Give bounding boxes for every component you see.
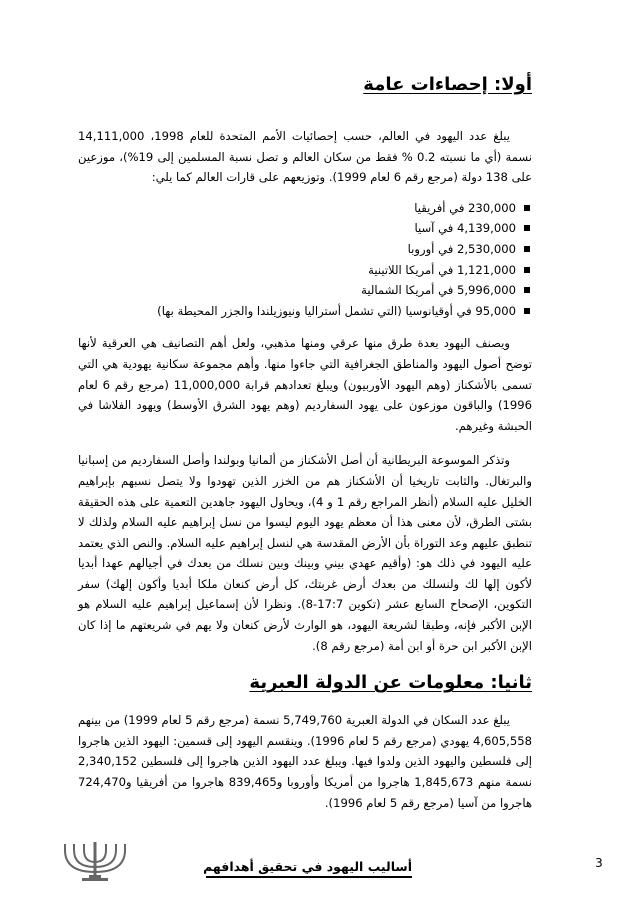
footer-title: أساليب اليهود في تحقيق أهدافهم <box>203 859 412 874</box>
square-bullet-icon <box>524 246 530 252</box>
paragraph-population-data: يبلغ عدد السكان في الدولة العبرية 5,749,760 نسمة (مرجع رقم 5 لعام 1999) من بينهم 4,605,558 يهودي (مرجع رقم 5 لعام 1996). وينقسم اليهود إلى قسمين: اليهود الذين هاجروا إلى فلسطين واليهود الذين ولدوا فيها. ويبلغ عدد اليهود الذين هاجروا إلى فلسطين 2,340,152 نسمة منهم 1,845,673 هاجروا من أمريكا وأوروبا و839,465 هاجروا من أفريقيا و724,470 هاجروا من آسيا (مرجع رقم 5 لعام 1996). <box>78 713 532 810</box>
paragraph-classification: ويصنف اليهود بعدة طرق منها عرقي ومنها مذهبي، ولعل أهم التصانيف هي العرقية لأنها توضح أصول اليهود والمناطق الجغرافية التي جاءوا منها. وأهم مجموعة سكانية يهودية هي التي تسمى بالأشكناز (وهم اليهود الأوربيون) ويبلغ تعدادهم قرابة 11,000,000 (مرجع رقم 6 لعام 1996) والباقون موزعون على يهود السفارديم (وهم يهود الشرق الأوسط) ويهود الفلاشا في الحبشة وغيرهم. <box>78 336 532 433</box>
page-content <box>78 72 532 813</box>
page-number: 3 <box>595 856 603 870</box>
list-item: 1,121,000 في أمريكا اللاتينية <box>78 260 516 281</box>
menorah-icon <box>60 840 130 882</box>
list-item: 95,000 في أوقيانوسيا (التي تشمل أستراليا ونيوزيلندا والجزر المحيطة بها) <box>78 301 516 322</box>
list-item: 5,996,000 في أمريكا الشمالية <box>78 280 516 301</box>
list-item: 4,139,000 في آسيا <box>78 218 516 239</box>
square-bullet-icon <box>524 205 530 211</box>
square-bullet-icon <box>524 225 530 231</box>
footer-underline <box>206 876 412 878</box>
page-footer <box>0 836 638 886</box>
square-bullet-icon <box>524 287 530 293</box>
continent-distribution-list <box>78 198 532 322</box>
section-title-hebrew-state: ثانيا: معلومات عن الدولة العبرية <box>249 672 532 694</box>
section-title-general-statistics: أولا: إحصاءات عامة <box>363 74 532 95</box>
square-bullet-icon <box>524 308 530 314</box>
list-item: 230,000 في أفريقيا <box>78 198 516 219</box>
paragraph-encyclopedia: وتذكر الموسوعة البريطانية أن أصل الأشكناز من ألمانيا وبولندا وأصل السفارديم من إسبانيا والبرتغال. والثابت تاريخيا أن الأشكناز هم من الخزر الذين تهودوا ولا يتصل نسبهم بإبراهيم الخليل عليه السلام (أنظر المراجع رقم 1 و 4)، ويحاول اليهود جاهدين التعمية على هذه الحقيقة بشتى الطرق، لأن معنى هذا أن معظم يهود اليوم ليسوا من نسل إبراهيم عليه السلام ولذلك لا تنطبق عليهم وعد التوراة بأن الأرض المقدسة هي لنسل إبراهيم عليه السلام. والنص الذي يعتمد عليه اليهود في ذلك هو: (وأقيم عهدي بيني وبينك وبين نسلك من بعدك في أجيالهم عهدا أبديا لأكون إلها لك ولنسلك من بعدك أرض غربتك، كل أرض كنعان ملكا أبديا وأكون إلهك) سفر التكوين، الإصحاح السابع عشر (تكوين 17:7-8). ونظرا لأن إسماعيل إبراهيم عليه السلام هو الإبن الأكبر فإنه، وطبقا لشريعة اليهود، هو الوارث لأرض كنعان ولا يهم في شريعتهم ما إذا كان الإبن الأكبر ابن حرة أو ابن أمة (مرجع رقم 8). <box>78 453 532 653</box>
square-bullet-icon <box>524 267 530 273</box>
list-item: 2,530,000 في أوروبا <box>78 239 516 260</box>
paragraph-world-jewish-population: يبلغ عدد اليهود في العالم، حسب إحصائيات الأمم المتحدة للعام 1998، 14,111,000 نسمة (أي ما نسبته 0.2 % فقط من سكان العالم و تصل نسبة المسلمين إلى 19%)، موزعين على 138 دولة (مرجع رقم 6 لعام 1999). وتوزيعهم على قارات العالم كما يلي: <box>78 129 532 185</box>
